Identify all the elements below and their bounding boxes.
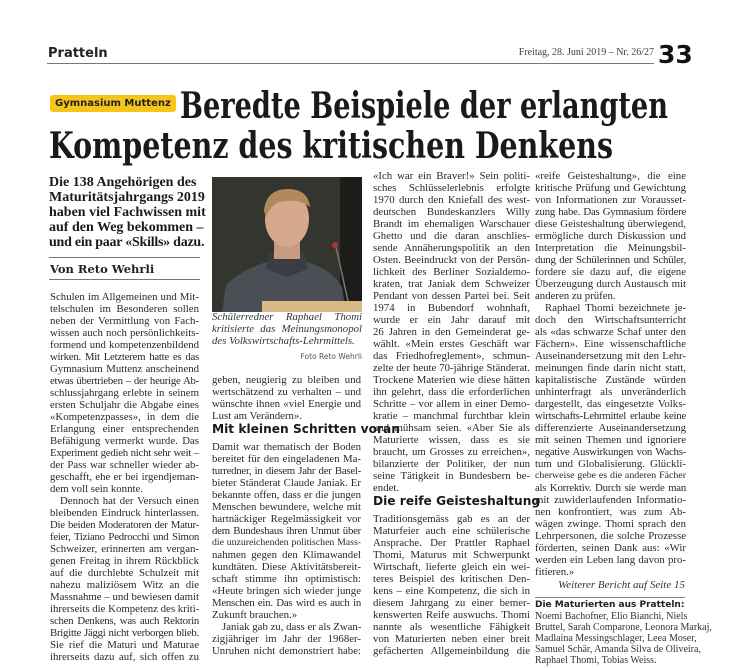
column-4 — [535, 170, 686, 578]
text-line: wurde er ein Jahr darauf mit — [373, 314, 530, 326]
text-line: hartnäckiger Regelmässigkeit vor — [212, 513, 361, 525]
lead-line: und ein paar «Skills» dazu. — [49, 235, 205, 250]
text-line: Osten. Beeindruckt von der Persön- — [373, 254, 530, 266]
text-line: der Pass war schneller wieder ab- — [50, 459, 199, 471]
text-line: nahezu maliziösem Witz an die — [50, 579, 199, 591]
text-line: Brandt im ehemaligen Warschauer — [373, 218, 530, 230]
paragraph — [373, 170, 530, 494]
text-line: wägen zwinge. Thomi sprach den — [535, 518, 686, 530]
section-name: Pratteln — [48, 46, 108, 61]
text-line: ihn gelehrt, dass die erforderlichen — [373, 386, 530, 398]
topic-tag: Gymnasium Muttenz — [50, 95, 176, 112]
text-line: bleibenden Eindruck hinterlassen. — [50, 507, 199, 519]
text-line: ihrerseits dazu auf, sich offen zu — [50, 651, 199, 663]
text-line: turredner, in diesem Jahr der Basel- — [212, 465, 361, 477]
text-line: schaft stimme ihn optimistisch: — [212, 573, 361, 585]
text-line: das Friedhofreglement», schmun- — [373, 350, 530, 362]
text-line: Menschen bewundere, welche mit — [212, 501, 361, 513]
lead-line: Maturitätsjahrgangs 2019 — [49, 190, 205, 205]
box-rule — [535, 597, 685, 598]
text-line: dung der Schülerinnen und Schüler, — [535, 254, 686, 266]
text-line: Gymnasium Muttenz anscheinend — [50, 363, 199, 375]
text-line: fordere sie dazu auf, die eigene — [535, 266, 686, 278]
graduates-box-heading: Die Maturierten aus Pratteln: — [535, 600, 685, 610]
text-line: «Kompetenzpasses», in dem die — [50, 411, 199, 423]
text-line: zigjähriger im Jahr der 1968er- — [212, 633, 361, 645]
byline: Von Reto Wehrli — [50, 262, 155, 276]
header-rule — [47, 63, 654, 64]
text-line: dem Bundeshaus ihren Unmut über — [212, 525, 361, 537]
paragraph — [50, 291, 199, 495]
text-line: endet. — [373, 482, 400, 494]
lead-line: haben viel Fachwissen mit — [49, 205, 206, 220]
text-line: «Heute bringen sich wieder junge — [212, 585, 361, 597]
text-line: braucht, um Grosses zu erreichen», — [373, 446, 530, 458]
text-line: Schulen im Allgemeinen und Mit- — [50, 291, 199, 303]
text-line: mit seinen Themen und ignoriere — [535, 434, 686, 446]
paragraph — [535, 302, 686, 578]
text-line: Auseinandersetzung mit den Lehr- — [535, 350, 686, 362]
text-line: Interpretation die Meinungsbil- — [535, 242, 686, 254]
photo-caption — [212, 311, 362, 347]
caption-line: des Volkswirtschafts-Lehrmittels. — [212, 335, 355, 347]
byline-rule-top — [49, 257, 200, 258]
text-line: nahmen gegen den Klimawandel — [212, 549, 361, 561]
text-line: teres Beispiel des kritischen Den- — [373, 573, 530, 585]
text-line: ihrerseits die Kompetenz des kriti- — [50, 603, 200, 615]
text-line: dem voll sein konnte. — [50, 483, 143, 495]
text-line: Überzeugung durch Austausch mit — [535, 278, 686, 290]
text-line: sches Schlüsselerlebnis erfolgte — [373, 182, 530, 194]
paragraph — [50, 495, 199, 663]
text-line: Ansprache. Der Prattler Raphael — [373, 537, 530, 549]
graduate-names-line: Noemi Bachofner, Elio Bianchi, Niels — [535, 611, 688, 622]
text-line: kratie – manchmal furchtbar klein — [373, 410, 530, 422]
text-line: Raphael Thomi bezeichnete je- — [545, 302, 686, 314]
text-line: zelte der heute 70-jährige Ständerat. — [373, 362, 530, 374]
text-line: negative Auswirkungen von Wachs- — [535, 446, 686, 458]
text-line: Ghetto und die daran anschlies- — [373, 230, 530, 242]
caption-line: kritisierte das Meinungsmonopol — [212, 323, 362, 335]
article-photo — [212, 177, 362, 312]
text-line: kundtäten. Diese Aktivitätsbereit- — [212, 561, 361, 573]
continued-reference: Weiterer Bericht auf Seite 15 — [558, 579, 685, 591]
text-line: cherweise gebe es die anderen Fächer — [535, 470, 686, 481]
byline-rule-bottom — [49, 279, 200, 280]
graduate-names-line: Raphael Thomi, Tobias Weiss. — [535, 655, 657, 666]
text-line: schen Denkens, was auch Rektorin — [50, 615, 199, 627]
lead-line: auf den Weg bekommen – — [49, 220, 204, 235]
text-line: die unzureichenden politischen Mass- — [212, 537, 361, 548]
text-line: Sie rief die Maturi und Maturae — [50, 639, 199, 651]
text-line: Zukunft brauchen.» — [212, 609, 298, 621]
text-line: geben, neugierig zu bleiben und — [212, 374, 361, 386]
text-line: differenzierte Auseinandersetzung — [535, 422, 686, 434]
text-line: kritische Prüfung und Gewichtung — [535, 182, 686, 194]
text-line: Janiak gab zu, dass er als Zwan- — [222, 621, 362, 633]
text-line: bekannte offen, dass er die jungen — [212, 489, 361, 501]
text-line: «reife Geisteshaltung», die eine — [535, 170, 686, 182]
text-line: 1974 in Bubendorf wohnhaft, — [373, 302, 530, 314]
text-line: Schweizer, erinnerten am vergan- — [50, 543, 199, 555]
paragraph — [212, 441, 361, 621]
text-line: meinungen finde darin nicht statt, — [535, 362, 686, 374]
speaker-photo-image — [212, 177, 362, 312]
subheading: Die reife Geisteshaltung — [373, 494, 541, 508]
text-line: Befähigung vermerkt wurde. Das — [50, 435, 199, 447]
text-line: wählt. «Mein erstes Geschäft war — [373, 338, 530, 350]
headline-line-2: Kompetenz des kritischen Denkens — [49, 125, 613, 167]
text-line: Erlangung einer entsprechenden — [50, 423, 199, 435]
caption-line: Schülerredner Raphael Thomi — [212, 311, 362, 323]
paragraph — [212, 374, 361, 422]
text-line: deutschen Bundeskanzlers Willy — [373, 206, 530, 218]
text-line: neben der Vermittlung von Fach- — [50, 315, 199, 327]
text-line: kenswerten Reife auswuchs. Thomi — [373, 609, 530, 621]
text-line: Damit war thematisch der Boden — [212, 441, 361, 453]
text-line: mit zuwiderlaufenden Informatio- — [535, 494, 686, 506]
text-line: Brigitte Jäggi nicht verborgen blieb. — [50, 627, 199, 639]
text-line: Unruhen nicht demonstriert habe: — [212, 645, 361, 657]
graduate-names-line: Samuel Schär, Amanda Silva de Oliveira, — [535, 644, 701, 655]
text-line: tum und Globalisierung. Glückli- — [535, 458, 686, 470]
text-line: ersten Schuljahr die Abgabe eines — [50, 399, 199, 411]
text-line: Trockene Materien wie diese hätten — [373, 374, 530, 386]
text-line: als «das schwarze Schaf unter den — [535, 326, 686, 338]
paragraph — [535, 170, 686, 302]
text-line: schlussjahrgang erlebte in seinem — [50, 387, 199, 399]
text-line: lichkeit des Berliner Sozialdemo- — [373, 266, 530, 278]
text-line: wirtschafts-Lehrmittel erlaube keine — [535, 410, 686, 422]
text-line: werden ein Leben lang davon pro- — [535, 554, 686, 566]
lead-line: Die 138 Angehörigen des — [49, 175, 197, 190]
issue-date: Freitag, 28. Juni 2019 – Nr. 26/27 — [518, 47, 654, 58]
text-line: von Informationen zur Vorausset- — [535, 194, 686, 206]
text-line: bereitet für den eingeladenen Ma- — [212, 453, 361, 465]
lead-text — [49, 175, 209, 250]
text-line: wertschätzend zu verhalten – und — [212, 386, 361, 398]
text-line: wissen auch noch persönlichkeits- — [50, 327, 199, 339]
text-line: Maturfeier auch eine schülerische — [373, 525, 530, 537]
text-line: Maturierte wissen, dass es sie — [373, 434, 530, 446]
text-line: seine Tätigkeit in Bundesbern be- — [373, 470, 530, 482]
text-line: etwas übertrieben – der heurige Ab- — [50, 375, 199, 387]
photo-credit: Foto Reto Wehrli — [300, 352, 362, 361]
text-line: wünschte ihnen «viel Energie und — [212, 398, 361, 410]
column-1 — [50, 291, 199, 663]
text-line: Pendant von dessen Partei bei. Seit — [373, 290, 530, 302]
text-line: ermögliche durch Diskussion und — [535, 230, 686, 242]
text-line: 26 Jahren in den Gemeinderat ge- — [373, 326, 530, 338]
text-line: kraten, trat Janiak dem Schweizer — [373, 278, 530, 290]
text-line: diese Geisteshaltung überwiegend, — [535, 218, 686, 230]
text-line: auf die durchlebte Schulzeit mit — [50, 567, 199, 579]
text-line: 1970 durch den Kniefall des west- — [373, 194, 530, 206]
text-line: geschafft, ehe er bei irgendjeman- — [50, 471, 199, 483]
text-line: Lehrpersonen, die solche Prozesse — [535, 530, 686, 542]
subheading: Mit kleinen Schritten voran — [212, 422, 400, 436]
text-line: doch den Wirtschaftsunterricht — [535, 314, 686, 326]
text-line: Traditionsgemäss gab es an der — [373, 513, 530, 525]
paragraph — [212, 621, 361, 657]
text-line: Thomi, Maturus mit Schwerpunkt — [373, 549, 530, 561]
paragraph — [373, 513, 530, 657]
text-line: als Korrektiv. Durch sie werde man — [535, 482, 686, 494]
text-line: fitieren.» — [535, 566, 575, 578]
text-line: Menschen ein. Das wird es auch in — [212, 597, 361, 609]
text-line: genen Freitag in ihrem Rückblick — [50, 555, 199, 567]
text-line: diesem Jahrgang zu einer bemer- — [373, 597, 530, 609]
text-line: dargestellt, das eingesetzte Volks- — [535, 398, 686, 410]
text-line: formend und kompetenzenbildend — [50, 339, 199, 351]
text-line: Fächern». Eine wissenschaftliche — [535, 338, 686, 350]
text-line: nen konfrontiert, was zum Ab- — [535, 506, 686, 518]
column-3 — [373, 170, 541, 657]
text-line: und mühsam seien. «Aber Sie als — [373, 422, 530, 434]
headline-line-1: Beredte Beispiele der erlangten — [180, 85, 668, 127]
text-line: Schritte – vor allem in einer Demo- — [373, 398, 530, 410]
text-line: bilanzierte der Politiker, der nun — [373, 458, 530, 470]
text-line: förderten, seinen Dank aus: «Wir — [535, 542, 686, 554]
text-line: zung habe. Das Gymnasium fördere — [535, 206, 686, 218]
text-line: Lust am Verändern». — [212, 410, 303, 422]
text-line: sende Annäherungspolitik an den — [373, 242, 530, 254]
text-line: von Maturierten neben einer breit — [373, 633, 530, 645]
text-line: telschulen im Besonderen sollen — [50, 303, 199, 315]
graduate-names-line: Madlaina Messingschlager, Leea Moser, — [535, 633, 697, 644]
text-line: bieter Ständerat Claude Janiak. Er — [212, 477, 361, 489]
text-line: anderen zu prüfen. — [535, 290, 616, 302]
text-line: wirken. Mit Letzterem hatte es das — [50, 351, 199, 363]
page-number: 33 — [658, 40, 693, 69]
text-line: kapitalistische Zustände würden — [535, 374, 686, 386]
text-line: unhinterfragt als unveränderlich — [535, 386, 686, 398]
graduate-names-line: Bruttel, Sarah Comparone, Leonora Markaj, — [535, 622, 712, 633]
text-line: gefächerten Allgemeinbildung die — [373, 645, 530, 657]
text-line: «Ich war ein Braver!» Sein politi- — [373, 170, 530, 182]
text-line: Massnahme – und bewiesen damit — [50, 591, 199, 603]
text-line: Wirtschaft, lieferte gleich ein wei- — [373, 561, 530, 573]
text-line: Experiment gedieh nicht sehr weit – — [50, 447, 199, 459]
text-line: Dennoch hat der Versuch einen — [60, 495, 199, 507]
text-line: Die beiden Moderatoren der Matur- — [50, 519, 199, 531]
graduates-list — [535, 611, 712, 666]
text-line: feier, Tiziano Pedrocchi und Simon — [50, 531, 199, 543]
text-line: nannte als wesentliche Fähigkeit — [373, 621, 530, 633]
text-line: kens – eine Kompetenz, die sich in — [373, 585, 530, 597]
